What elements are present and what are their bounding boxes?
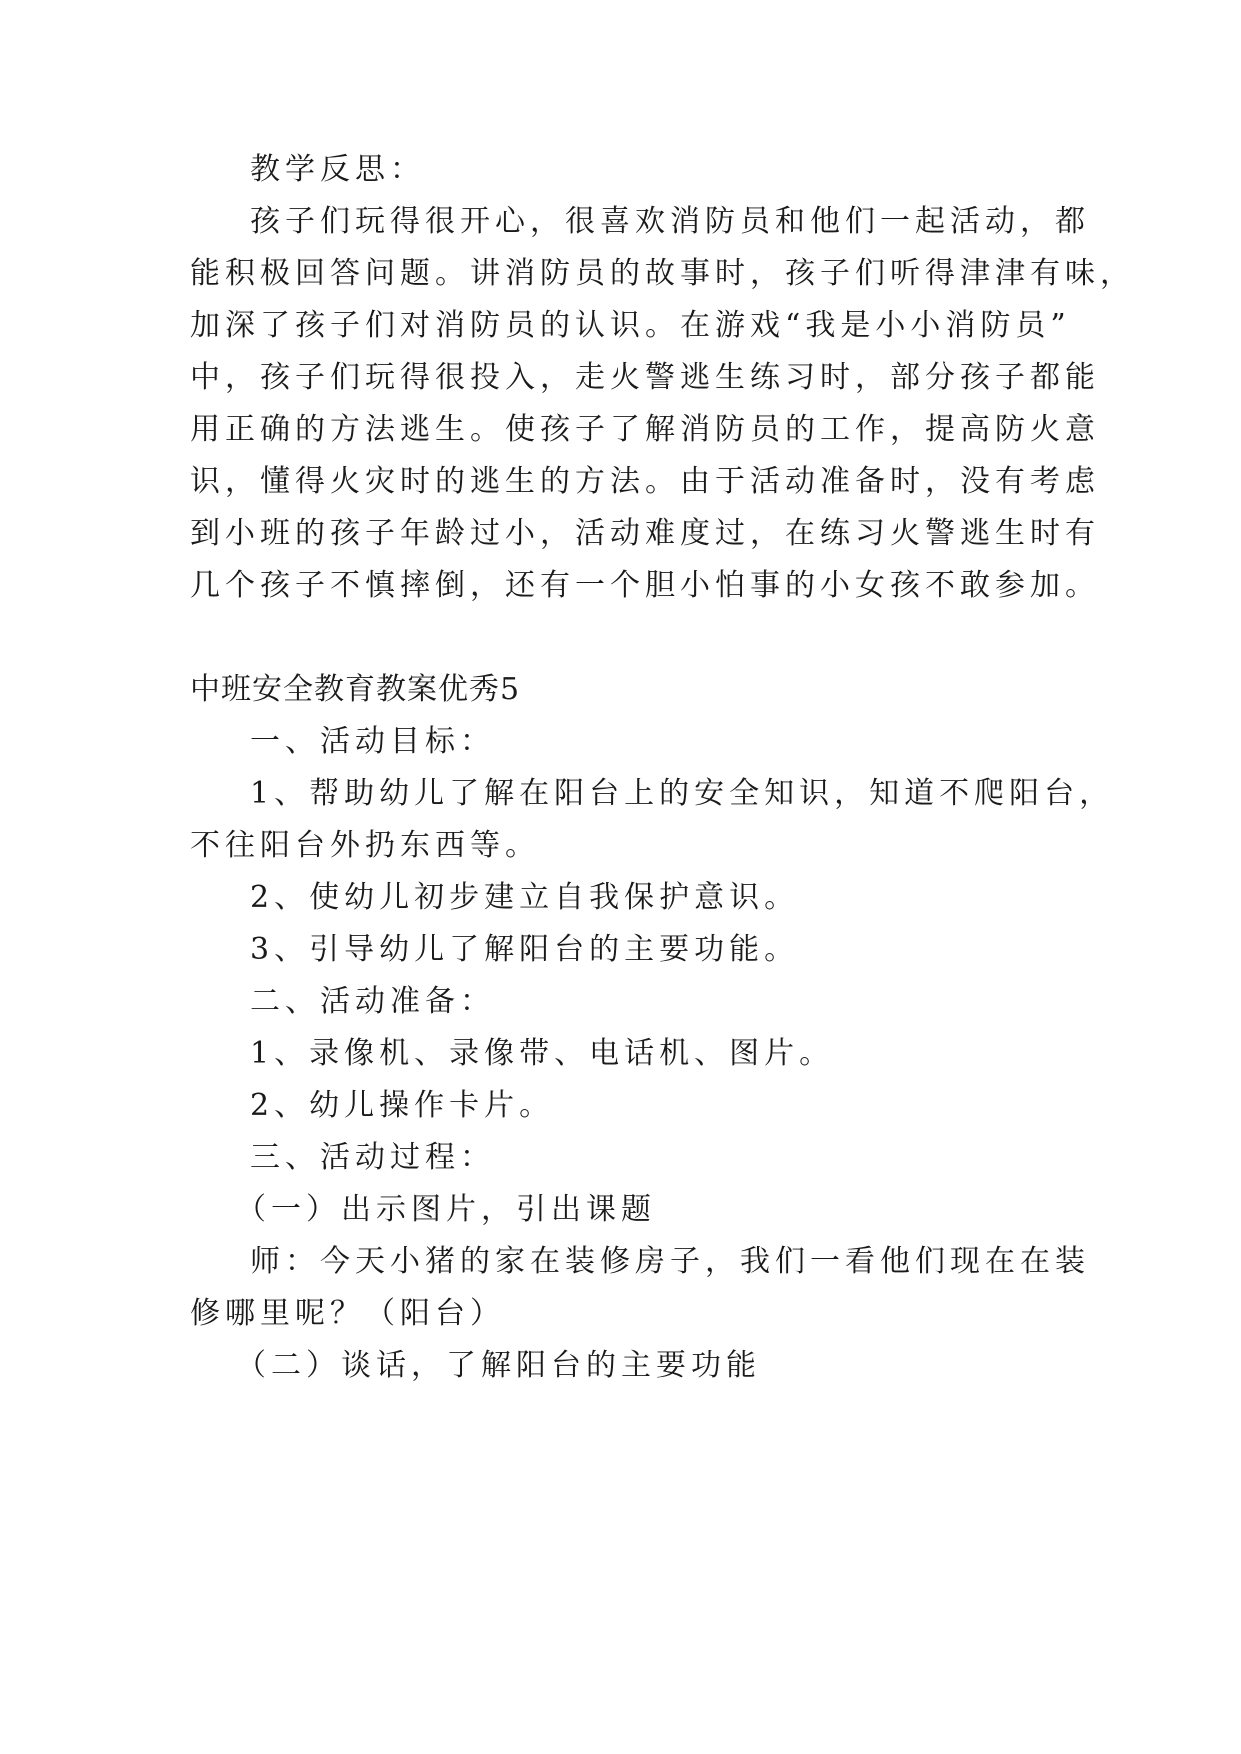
- reflection-line: 中，孩子们玩得很投入，走火警逃生练习时，部分孩子都能: [190, 360, 1100, 395]
- reflection-line: 几个孩子不慎摔倒，还有一个胆小怕事的小女孩不敢参加。: [190, 568, 1100, 603]
- prep-title: 二、活动准备：: [250, 984, 495, 1019]
- reflection-line: 用正确的方法逃生。使孩子了解消防员的工作，提高防火意: [190, 412, 1100, 447]
- reflection-line: 能积极回答问题。讲消防员的故事时，孩子们听得津津有味，: [190, 256, 1135, 291]
- process-step-1: （一）出示图片，引出课题: [236, 1192, 656, 1227]
- process-title: 三、活动过程：: [250, 1140, 495, 1175]
- goal-2: 2、使幼儿初步建立自我保护意识。: [250, 880, 800, 915]
- lesson-heading: 中班安全教育教案优秀5: [190, 672, 521, 707]
- process-step-2: （二）谈话，了解阳台的主要功能: [236, 1348, 761, 1383]
- reflection-line: 识，懂得火灾时的逃生的方法。由于活动准备时，没有考虑: [190, 464, 1100, 499]
- goals-title: 一、活动目标：: [250, 724, 495, 759]
- prep-item-2: 2、幼儿操作卡片。: [250, 1088, 555, 1123]
- reflection-line: 到小班的孩子年龄过小，活动难度过，在练习火警逃生时有: [190, 516, 1100, 551]
- reflection-line: 加深了孩子们对消防员的认识。在游戏“我是小小消防员”: [190, 308, 1071, 343]
- goal-1-line: 1、帮助幼儿了解在阳台上的安全知识，知道不爬阳台，: [250, 776, 1115, 811]
- teacher-line: 修哪里呢？（阳台）: [190, 1296, 505, 1331]
- reflection-line: 孩子们玩得很开心，很喜欢消防员和他们一起活动，都: [250, 204, 1090, 239]
- goal-3: 3、引导幼儿了解阳台的主要功能。: [250, 932, 800, 967]
- teacher-line: 师：今天小猪的家在装修房子，我们一看他们现在在装: [250, 1244, 1090, 1279]
- goal-1-line: 不往阳台外扔东西等。: [190, 828, 540, 863]
- prep-item-1: 1、录像机、录像带、电话机、图片。: [250, 1036, 835, 1071]
- reflection-title: 教学反思：: [250, 152, 425, 187]
